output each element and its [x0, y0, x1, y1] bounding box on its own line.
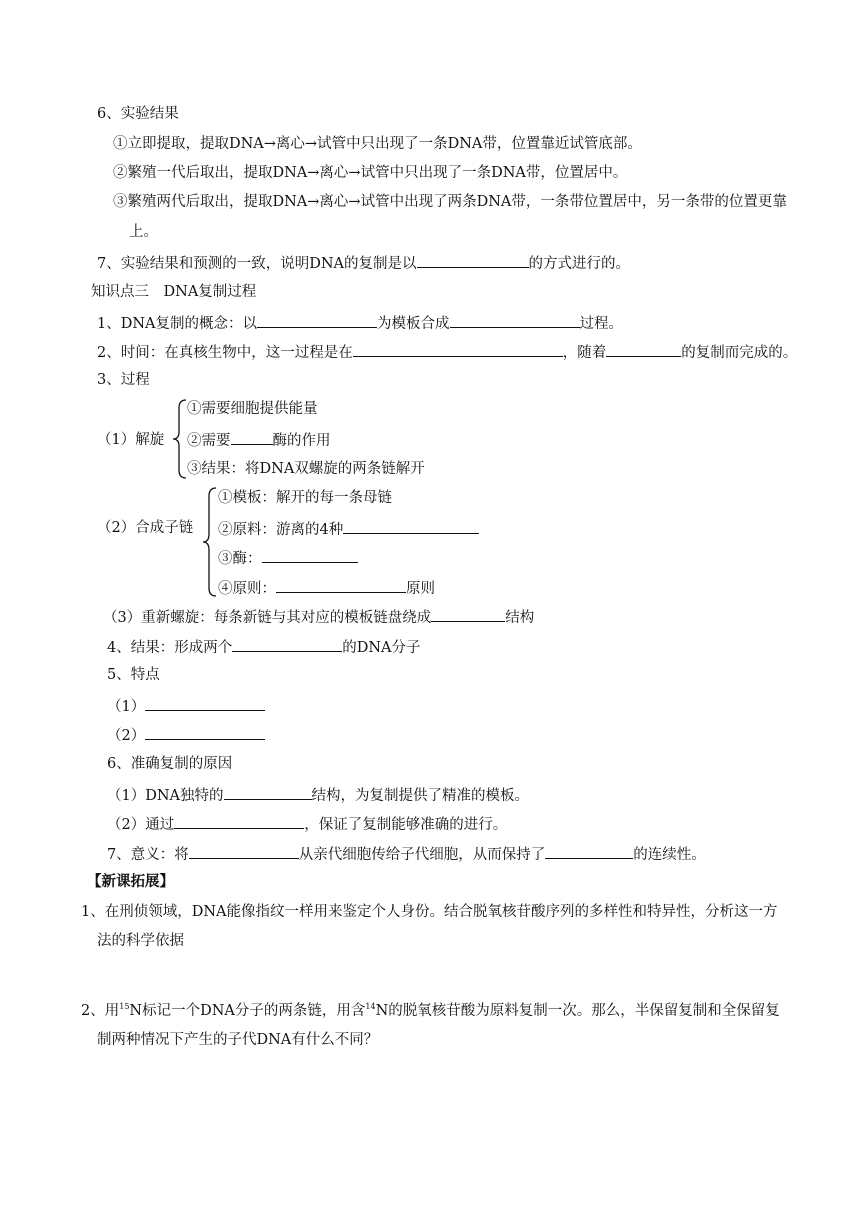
synth-item-2 [218, 518, 479, 540]
synth-item-4-text-a: ④原则： [218, 581, 276, 597]
unwind-item-2-text-b: 酶的作用 [272, 433, 331, 449]
conclusion-blank[interactable] [417, 252, 529, 268]
material-blank[interactable] [343, 518, 479, 534]
concept-text-a: 1、DNA复制的概念：以 [97, 316, 258, 332]
meaning-text-a: 7、意义：将 [107, 847, 189, 863]
unwind-item-1: ①需要细胞提供能量 [187, 401, 318, 417]
result-item-3: ③繁殖两代后取出，提取DNA→离心→试管中出现了两条DNA带，一条带位置居中，另一条带的位置更靠 [113, 194, 787, 210]
unwind-item-3: ③结果：将DNA双螺旋的两条链解开 [187, 461, 425, 477]
feature-1 [107, 695, 265, 717]
rewind-text-b: 结构 [505, 610, 535, 626]
rewind-text-a: （3）重新螺旋：每条新链与其对应的模板链盘绕成 [103, 610, 432, 626]
unwind-brace [170, 398, 188, 480]
accurate-2-text-a: （2）通过 [107, 817, 175, 833]
unwind-item-2-text-a: ②需要 [187, 433, 231, 449]
time-text-c: 的复制而完成的。 [681, 345, 798, 361]
meaning-text-c: 的连续性。 [633, 847, 706, 863]
result-item-2: ②繁殖一代后取出，提取DNA→离心→试管中只出现了一条DNA带，位置居中。 [113, 165, 628, 181]
result-item-3-cont: 上。 [129, 224, 158, 240]
section-title: 知识点三 DNA复制过程 [91, 284, 257, 300]
accurate-heading: 6、准确复制的原因 [107, 756, 233, 772]
enzyme-blank[interactable] [231, 429, 273, 445]
question-2 [81, 1001, 780, 1021]
synth-item-3-text: ③酶： [218, 551, 262, 567]
rewind-line [103, 606, 534, 628]
synth-item-3 [218, 547, 358, 569]
question-2-cont: 制两种情况下产生的子代DNA有什么不同？ [97, 1032, 379, 1048]
unwind-label: （1）解旋 [97, 432, 165, 448]
concept-blank-2[interactable] [450, 312, 580, 328]
question-1: 1、在刑侦领域，DNA能像指纹一样用来鉴定个人身份。结合脱氧核苷酸序列的多样性和特异性，分析这一方 [81, 904, 778, 920]
meaning-blank-1[interactable] [189, 843, 299, 859]
synth-brace [200, 486, 218, 598]
process-heading: 3、过程 [97, 372, 150, 388]
question-1-cont: 法的科学依据 [97, 933, 184, 949]
result-text-a: 4、结果：形成两个 [107, 640, 233, 656]
q2-text-mid: N标记一个DNA分子的两条链，用含 [129, 1003, 366, 1019]
concept-line [97, 312, 623, 334]
isotope-14-sup: 14 [365, 1002, 376, 1011]
feature-1-label: （1） [107, 699, 146, 715]
feature-1-blank[interactable] [145, 695, 265, 711]
synth-enzyme-blank[interactable] [262, 547, 358, 563]
result-text-b: 的DNA分子 [342, 640, 421, 656]
time-text-b: ，随着 [562, 345, 607, 361]
result-line [107, 636, 421, 658]
features-heading: 5、特点 [107, 667, 160, 683]
q2-text-pre: 2、用 [81, 1003, 120, 1019]
accurate-1-text-a: （1）DNA独特的 [107, 788, 224, 804]
isotope-15-sup: 15 [119, 1002, 130, 1011]
feature-2-blank[interactable] [145, 724, 265, 740]
synth-item-4-text-b: 原则 [406, 581, 435, 597]
synth-label: （2）合成子链 [97, 520, 194, 536]
time-blank-1[interactable] [353, 341, 563, 357]
q2-text-post: N的脱氧核苷酸为原料复制一次。那么，半保留复制和全保留复 [375, 1003, 780, 1019]
synth-item-1: ①模板：解开的每一条母链 [218, 490, 392, 506]
synth-item-2-text: ②原料：游离的4种 [218, 522, 344, 538]
meaning-blank-2[interactable] [545, 843, 633, 859]
extension-title: 【新课拓展】 [87, 873, 174, 890]
accurate-2 [107, 813, 507, 835]
synth-item-4 [218, 577, 435, 599]
rewind-blank[interactable] [431, 606, 505, 622]
principle-blank[interactable] [276, 577, 406, 593]
accurate-1 [107, 784, 529, 806]
accurate-2-text-b: ，保证了复制能够准确的进行。 [304, 817, 508, 833]
time-text-a: 2、时间：在真核生物中，这一过程是在 [97, 345, 353, 361]
conclusion-line [97, 252, 630, 274]
conclusion-text-pre: 7、实验结果和预测的一致，说明DNA的复制是以 [97, 256, 417, 272]
concept-blank-1[interactable] [257, 312, 377, 328]
feature-2 [107, 724, 265, 746]
time-line [97, 341, 797, 363]
results-heading: 6、实验结果 [97, 106, 179, 122]
concept-text-c: 过程。 [579, 316, 624, 332]
accurate-1-text-b: 结构，为复制提供了精准的模板。 [311, 788, 530, 804]
concept-text-b: 为模板合成 [377, 316, 450, 332]
accurate-1-blank[interactable] [224, 784, 312, 800]
unwind-item-2 [187, 429, 331, 451]
accurate-2-blank[interactable] [174, 813, 304, 829]
time-blank-2[interactable] [606, 341, 681, 357]
result-item-1: ①立即提取，提取DNA→离心→试管中只出现了一条DNA带，位置靠近试管底部。 [113, 136, 642, 152]
conclusion-text-post: 的方式进行的。 [528, 256, 631, 272]
meaning-line [107, 843, 706, 865]
result-blank[interactable] [232, 636, 342, 652]
feature-2-label: （2） [107, 728, 146, 744]
meaning-text-b: 从亲代细胞传给子代细胞，从而保持了 [298, 847, 546, 863]
